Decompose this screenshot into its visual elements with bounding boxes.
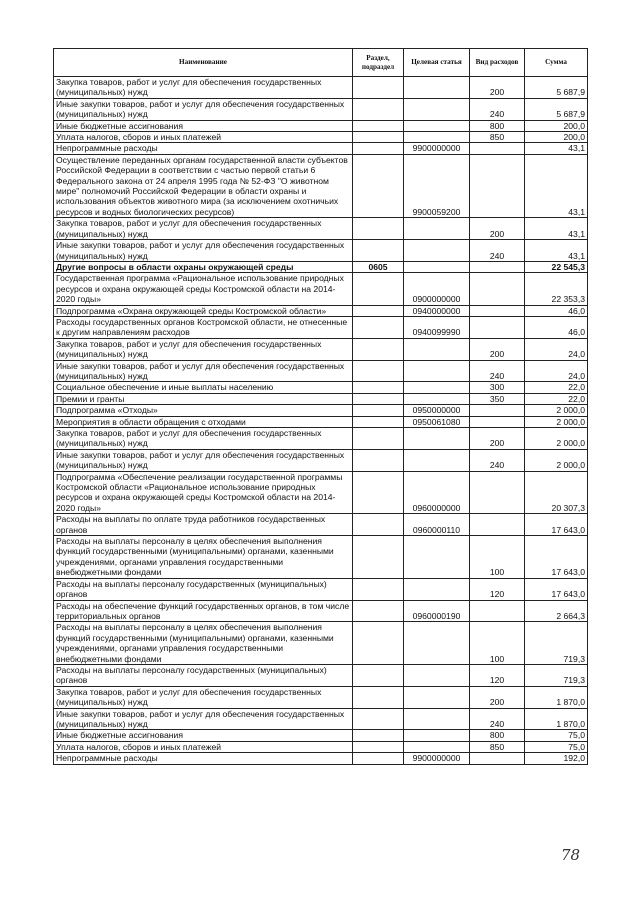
row-name-cell: Расходы на выплаты персоналу в целях обеспечения выполнения функций государственными (муниципальными) органами, казенными учреждениями, органами управления государственными внебюджетными фондами <box>54 536 353 579</box>
row-sum-cell: 24,0 <box>525 338 588 360</box>
table-row <box>54 305 588 316</box>
row-section-cell <box>353 98 404 120</box>
row-article-cell <box>404 360 470 382</box>
table-header-row <box>54 49 588 77</box>
row-kind-cell <box>470 405 525 416</box>
row-name-cell: Осуществление переданных органам государственной власти субъектов Российской Федерации в соответствии с частью первой статьи 6 Федерального закона от 24 апреля 1995 года № 52-ФЗ "О животном мире" полномочий Российской Федерации в области охраны и использования объектов животного мира (за исключением охотничьих ресурсов и водных биологических ресурсов) <box>54 154 353 217</box>
row-section-cell <box>353 741 404 752</box>
header-name: Наименование <box>54 49 353 77</box>
row-section-cell <box>353 686 404 708</box>
budget-table <box>53 48 588 765</box>
row-name-cell: Государственная программа «Рациональное использование природных ресурсов и охрана окружающей среды Костромской области на 2014-2020 годы» <box>54 273 353 305</box>
row-section-cell <box>353 132 404 143</box>
row-name-cell: Непрограммные расходы <box>54 143 353 154</box>
row-sum-cell: 192,0 <box>525 753 588 764</box>
table-row <box>54 143 588 154</box>
row-kind-cell: 120 <box>470 664 525 686</box>
row-section-cell <box>353 393 404 404</box>
row-name-cell: Иные закупки товаров, работ и услуг для обеспечения государственных (муниципальных) нужд <box>54 708 353 730</box>
row-kind-cell: 300 <box>470 382 525 393</box>
row-name-cell: Закупка товаров, работ и услуг для обеспечения государственных (муниципальных) нужд <box>54 77 353 99</box>
row-sum-cell: 20 307,3 <box>525 471 588 514</box>
row-kind-cell <box>470 600 525 622</box>
table-row <box>54 514 588 536</box>
row-section-cell <box>353 77 404 99</box>
row-name-cell: Другие вопросы в области охраны окружающей среды <box>54 261 353 272</box>
row-kind-cell <box>470 316 525 338</box>
row-section-cell <box>353 120 404 131</box>
table-row <box>54 416 588 427</box>
row-section-cell <box>353 622 404 665</box>
row-kind-cell <box>470 273 525 305</box>
row-sum-cell: 22 545,3 <box>525 261 588 272</box>
row-kind-cell <box>470 305 525 316</box>
row-sum-cell: 43,1 <box>525 143 588 154</box>
row-name-cell: Закупка товаров, работ и услуг для обеспечения государственных (муниципальных) нужд <box>54 218 353 240</box>
row-name-cell: Иные закупки товаров, работ и услуг для обеспечения государственных (муниципальных) нужд <box>54 240 353 262</box>
row-kind-cell <box>470 261 525 272</box>
row-sum-cell: 2 000,0 <box>525 416 588 427</box>
row-article-cell <box>404 741 470 752</box>
row-kind-cell: 800 <box>470 730 525 741</box>
row-name-cell: Иные закупки товаров, работ и услуг для обеспечения государственных (муниципальных) нужд <box>54 98 353 120</box>
row-article-cell <box>404 686 470 708</box>
row-article-cell: 0950000000 <box>404 405 470 416</box>
row-kind-cell <box>470 154 525 217</box>
row-section-cell <box>353 338 404 360</box>
row-article-cell: 0950061080 <box>404 416 470 427</box>
table-row <box>54 405 588 416</box>
row-sum-cell: 5 687,9 <box>525 98 588 120</box>
row-kind-cell: 850 <box>470 132 525 143</box>
row-article-cell <box>404 261 470 272</box>
row-sum-cell: 43,1 <box>525 240 588 262</box>
table-row <box>54 730 588 741</box>
row-article-cell <box>404 536 470 579</box>
row-sum-cell: 46,0 <box>525 305 588 316</box>
row-name-cell: Расходы на обеспечение функций государственных органов, в том числе территориальных органов <box>54 600 353 622</box>
table-row <box>54 600 588 622</box>
table-row <box>54 132 588 143</box>
row-name-cell: Непрограммные расходы <box>54 753 353 764</box>
row-name-cell: Расходы государственных органов Костромской области, не отнесенные к другим направлениям расходов <box>54 316 353 338</box>
row-section-cell <box>353 416 404 427</box>
row-kind-cell: 100 <box>470 536 525 579</box>
row-kind-cell: 200 <box>470 338 525 360</box>
row-section-cell <box>353 708 404 730</box>
table-row <box>54 622 588 665</box>
row-section-cell <box>353 143 404 154</box>
row-article-cell: 0960000190 <box>404 600 470 622</box>
row-kind-cell: 200 <box>470 218 525 240</box>
row-name-cell: Иные бюджетные ассигнования <box>54 120 353 131</box>
row-sum-cell: 43,1 <box>525 154 588 217</box>
row-name-cell: Закупка товаров, работ и услуг для обеспечения государственных (муниципальных) нужд <box>54 338 353 360</box>
row-section-cell <box>353 405 404 416</box>
row-sum-cell: 200,0 <box>525 120 588 131</box>
header-section: Раздел, подраздел <box>353 49 404 77</box>
row-sum-cell: 22 353,3 <box>525 273 588 305</box>
row-section-cell <box>353 273 404 305</box>
table-row <box>54 273 588 305</box>
row-kind-cell: 200 <box>470 428 525 450</box>
row-section-cell: 0605 <box>353 261 404 272</box>
table-row <box>54 382 588 393</box>
row-sum-cell: 2 664,3 <box>525 600 588 622</box>
row-name-cell: Иные бюджетные ассигнования <box>54 730 353 741</box>
row-section-cell <box>353 730 404 741</box>
row-section-cell <box>353 154 404 217</box>
row-article-cell: 0960000000 <box>404 471 470 514</box>
table-row <box>54 261 588 272</box>
row-article-cell: 0900000000 <box>404 273 470 305</box>
row-article-cell: 9900059200 <box>404 154 470 217</box>
table-row <box>54 240 588 262</box>
row-sum-cell: 43,1 <box>525 218 588 240</box>
table-row <box>54 154 588 217</box>
row-article-cell: 0940000000 <box>404 305 470 316</box>
row-article-cell <box>404 730 470 741</box>
table-row <box>54 316 588 338</box>
table-row <box>54 578 588 600</box>
row-section-cell <box>353 600 404 622</box>
row-section-cell <box>353 514 404 536</box>
row-kind-cell <box>470 416 525 427</box>
row-name-cell: Подпрограмма «Охрана окружающей среды Костромской области» <box>54 305 353 316</box>
row-kind-cell: 800 <box>470 120 525 131</box>
row-name-cell: Премии и гранты <box>54 393 353 404</box>
row-kind-cell: 240 <box>470 98 525 120</box>
header-article: Целевая статья <box>404 49 470 77</box>
row-sum-cell: 22,0 <box>525 382 588 393</box>
table-row <box>54 741 588 752</box>
row-section-cell <box>353 753 404 764</box>
row-article-cell <box>404 578 470 600</box>
row-section-cell <box>353 449 404 471</box>
row-kind-cell: 850 <box>470 741 525 752</box>
row-section-cell <box>353 305 404 316</box>
row-sum-cell: 200,0 <box>525 132 588 143</box>
row-kind-cell <box>470 143 525 154</box>
row-section-cell <box>353 578 404 600</box>
row-section-cell <box>353 316 404 338</box>
table-row <box>54 536 588 579</box>
row-name-cell: Закупка товаров, работ и услуг для обеспечения государственных (муниципальных) нужд <box>54 686 353 708</box>
row-section-cell <box>353 360 404 382</box>
row-article-cell: 0960000110 <box>404 514 470 536</box>
table-row <box>54 77 588 99</box>
row-sum-cell: 17 643,0 <box>525 536 588 579</box>
row-sum-cell: 2 000,0 <box>525 449 588 471</box>
row-article-cell <box>404 120 470 131</box>
row-sum-cell: 75,0 <box>525 730 588 741</box>
table-row <box>54 708 588 730</box>
row-name-cell: Уплата налогов, сборов и иных платежей <box>54 132 353 143</box>
table-row <box>54 218 588 240</box>
row-name-cell: Мероприятия в области обращения с отходами <box>54 416 353 427</box>
row-article-cell <box>404 382 470 393</box>
row-section-cell <box>353 382 404 393</box>
row-section-cell <box>353 218 404 240</box>
table-row <box>54 753 588 764</box>
row-name-cell: Иные закупки товаров, работ и услуг для обеспечения государственных (муниципальных) нужд <box>54 449 353 471</box>
row-sum-cell: 75,0 <box>525 741 588 752</box>
row-article-cell <box>404 338 470 360</box>
row-kind-cell: 240 <box>470 360 525 382</box>
row-name-cell: Закупка товаров, работ и услуг для обеспечения государственных (муниципальных) нужд <box>54 428 353 450</box>
row-article-cell <box>404 449 470 471</box>
row-sum-cell: 2 000,0 <box>525 428 588 450</box>
row-sum-cell: 2 000,0 <box>525 405 588 416</box>
row-kind-cell <box>470 471 525 514</box>
row-name-cell: Расходы на выплаты персоналу государственных (муниципальных) органов <box>54 578 353 600</box>
row-section-cell <box>353 240 404 262</box>
row-sum-cell: 1 870,0 <box>525 686 588 708</box>
row-name-cell: Иные закупки товаров, работ и услуг для обеспечения государственных (муниципальных) нужд <box>54 360 353 382</box>
table-row <box>54 360 588 382</box>
row-article-cell: 0940099990 <box>404 316 470 338</box>
row-article-cell <box>404 428 470 450</box>
row-kind-cell <box>470 514 525 536</box>
row-article-cell: 9900000000 <box>404 143 470 154</box>
table-row <box>54 449 588 471</box>
row-section-cell <box>353 471 404 514</box>
row-section-cell <box>353 536 404 579</box>
row-article-cell <box>404 393 470 404</box>
row-kind-cell: 200 <box>470 686 525 708</box>
row-article-cell <box>404 708 470 730</box>
row-kind-cell: 100 <box>470 622 525 665</box>
row-article-cell: 9900000000 <box>404 753 470 764</box>
row-kind-cell: 200 <box>470 77 525 99</box>
header-kind: Вид расходов <box>470 49 525 77</box>
row-sum-cell: 719,3 <box>525 622 588 665</box>
table-body <box>54 77 588 765</box>
row-sum-cell: 719,3 <box>525 664 588 686</box>
row-sum-cell: 17 643,0 <box>525 514 588 536</box>
row-article-cell <box>404 132 470 143</box>
table-row <box>54 393 588 404</box>
row-kind-cell: 120 <box>470 578 525 600</box>
row-sum-cell: 46,0 <box>525 316 588 338</box>
row-section-cell <box>353 664 404 686</box>
page-number: 78 <box>561 846 581 864</box>
row-name-cell: Подпрограмма «Обеспечение реализации государственной программы Костромской области «Рациональное использование природных ресурсов и охрана окружающей среды Костромской области на 2014-2020 годы» <box>54 471 353 514</box>
row-sum-cell: 17 643,0 <box>525 578 588 600</box>
table-row <box>54 338 588 360</box>
row-kind-cell: 350 <box>470 393 525 404</box>
row-sum-cell: 24,0 <box>525 360 588 382</box>
row-name-cell: Социальное обеспечение и иные выплаты населению <box>54 382 353 393</box>
row-article-cell <box>404 664 470 686</box>
table-row <box>54 471 588 514</box>
table-row <box>54 664 588 686</box>
row-sum-cell: 1 870,0 <box>525 708 588 730</box>
row-kind-cell: 240 <box>470 708 525 730</box>
row-name-cell: Расходы на выплаты по оплате труда работников государственных органов <box>54 514 353 536</box>
row-name-cell: Расходы на выплаты персоналу государственных (муниципальных) органов <box>54 664 353 686</box>
row-article-cell <box>404 98 470 120</box>
table-row <box>54 98 588 120</box>
row-section-cell <box>353 428 404 450</box>
row-article-cell <box>404 622 470 665</box>
table-row <box>54 686 588 708</box>
row-article-cell <box>404 218 470 240</box>
table-row <box>54 120 588 131</box>
row-article-cell <box>404 240 470 262</box>
row-name-cell: Уплата налогов, сборов и иных платежей <box>54 741 353 752</box>
row-sum-cell: 22,0 <box>525 393 588 404</box>
row-kind-cell: 240 <box>470 240 525 262</box>
table-row <box>54 428 588 450</box>
row-kind-cell <box>470 753 525 764</box>
row-sum-cell: 5 687,9 <box>525 77 588 99</box>
row-name-cell: Подпрограмма «Отходы» <box>54 405 353 416</box>
header-sum: Сумма <box>525 49 588 77</box>
row-kind-cell: 240 <box>470 449 525 471</box>
row-article-cell <box>404 77 470 99</box>
row-name-cell: Расходы на выплаты персоналу в целях обеспечения выполнения функций государственными (муниципальными) органами, казенными учреждениями, органами управления государственными внебюджетными фондами <box>54 622 353 665</box>
